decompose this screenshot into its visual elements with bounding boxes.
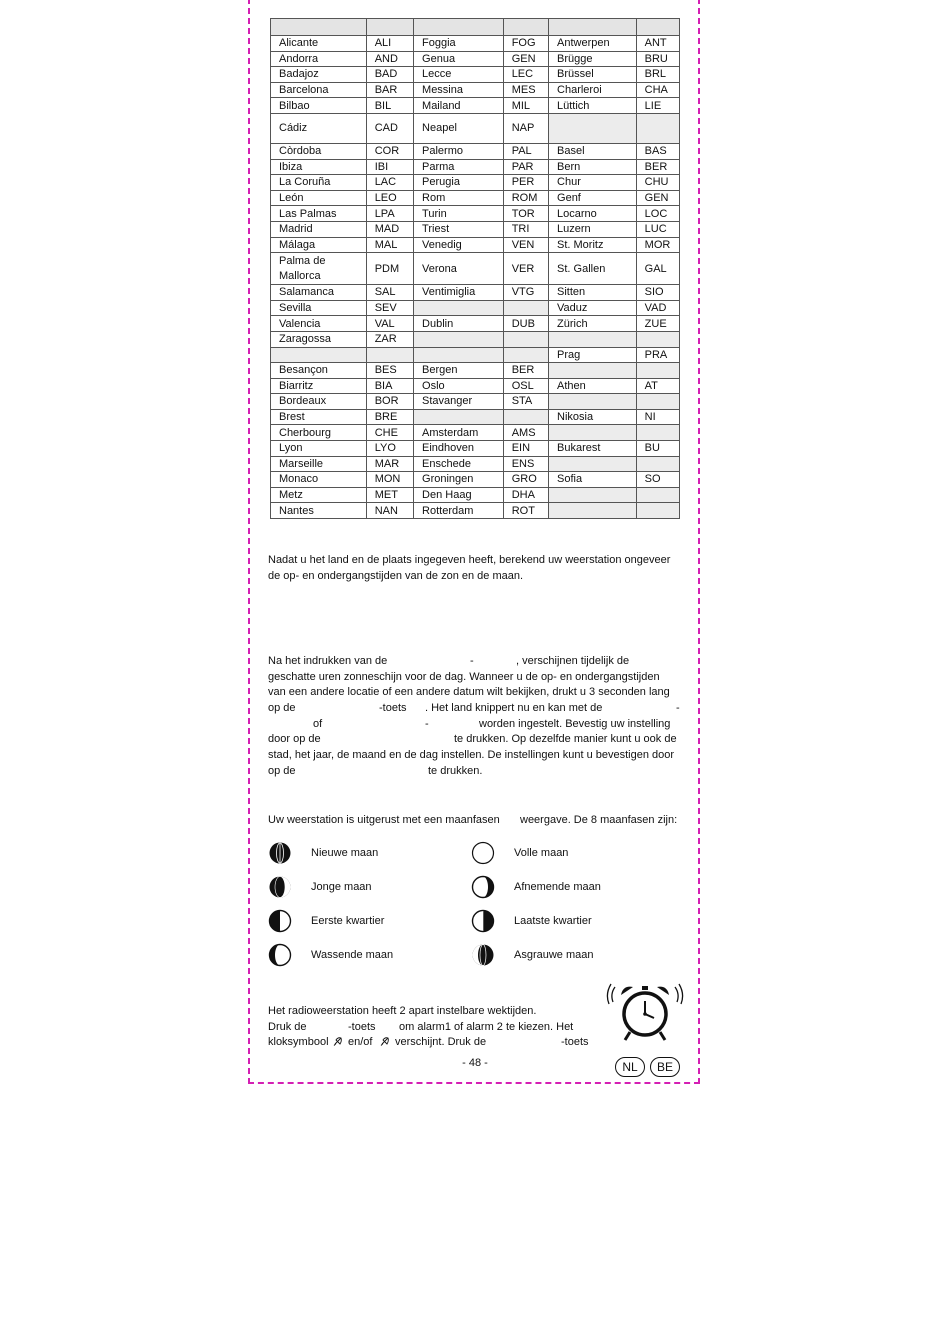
table-cell: Perugia xyxy=(414,175,504,191)
table-cell: VAL xyxy=(366,316,413,332)
table-cell: LEC xyxy=(503,67,548,83)
text-fragment: op de xyxy=(268,764,296,777)
table-cell: ENS xyxy=(503,456,548,472)
paragraph-alarm xyxy=(268,1004,608,1051)
table-cell: CHE xyxy=(366,425,413,441)
table-cell xyxy=(503,331,548,347)
table-cell: Locarno xyxy=(549,206,637,222)
table-cell: MOR xyxy=(636,237,679,253)
table-cell: BES xyxy=(366,363,413,379)
table-cell: Eindhoven xyxy=(414,441,504,457)
table-row xyxy=(271,190,680,206)
table-cell: Mailand xyxy=(414,98,504,114)
table-cell xyxy=(414,300,504,316)
table-row xyxy=(271,331,680,347)
table-cell: Antwerpen xyxy=(549,36,637,52)
table-row xyxy=(271,503,680,519)
table-cell: EIN xyxy=(503,441,548,457)
table-cell: Brest xyxy=(271,409,367,425)
paragraph-moonphase-intro xyxy=(268,813,682,829)
table-cell: Metz xyxy=(271,487,367,503)
table-cell: LOC xyxy=(636,206,679,222)
table-row xyxy=(271,113,680,143)
text-fragment: weergave. De 8 maanfasen zijn: xyxy=(520,814,678,826)
table-cell: SEV xyxy=(366,300,413,316)
table-cell: MET xyxy=(366,487,413,503)
table-row xyxy=(271,394,680,410)
table-cell: Athen xyxy=(549,378,637,394)
table-cell xyxy=(414,409,504,425)
text-fragment: Uw weerstation is uitgerust met een maanfasen xyxy=(268,814,500,826)
table-cell: Brügge xyxy=(549,51,637,67)
table-cell: Dublin xyxy=(414,316,504,332)
table-row xyxy=(271,285,680,301)
table-cell: PRA xyxy=(636,347,679,363)
table-cell: TRI xyxy=(503,221,548,237)
table-cell xyxy=(636,363,679,379)
text-fragment: -toets xyxy=(561,1036,589,1049)
text-fragment: of xyxy=(313,717,323,730)
table-cell: Neapel xyxy=(414,113,504,143)
table-cell: MES xyxy=(503,82,548,98)
moon-last-quarter-icon xyxy=(471,909,495,933)
table-cell: NAN xyxy=(366,503,413,519)
table-cell: MIL xyxy=(503,98,548,114)
table-header-row xyxy=(271,19,680,36)
table-row xyxy=(271,237,680,253)
moon-waxing-gibbous-icon xyxy=(268,943,292,967)
table-cell: PER xyxy=(503,175,548,191)
table-cell: Las Palmas xyxy=(271,206,367,222)
table-cell: Bergen xyxy=(414,363,504,379)
table-cell xyxy=(636,503,679,519)
paragraph-sun-moon-calc xyxy=(268,553,670,584)
table-cell: Verona xyxy=(414,253,504,285)
table-cell: CHA xyxy=(636,82,679,98)
table-cell xyxy=(549,113,637,143)
table-cell: Chur xyxy=(549,175,637,191)
table-cell: Bilbao xyxy=(271,98,367,114)
table-cell xyxy=(549,331,637,347)
table-cell xyxy=(503,300,548,316)
table-cell: CAD xyxy=(366,113,413,143)
paragraph-line: van een andere locatie of een andere datum wilt bekijken, drukt u 3 seconden lang xyxy=(268,686,670,699)
table-cell: Palma de Mallorca xyxy=(271,253,367,285)
moon-phase-laatste xyxy=(471,909,592,933)
moon-phase-nieuwe xyxy=(268,841,378,865)
table-row xyxy=(271,221,680,237)
table-cell: PAL xyxy=(503,143,548,159)
table-cell: Turin xyxy=(414,206,504,222)
table-cell: BRU xyxy=(636,51,679,67)
table-cell: Rotterdam xyxy=(414,503,504,519)
table-row xyxy=(271,378,680,394)
moon-phase-label: Asgrauwe maan xyxy=(514,949,594,961)
table-cell: PAR xyxy=(503,159,548,175)
table-cell xyxy=(414,347,504,363)
table-cell: Andorra xyxy=(271,51,367,67)
table-cell: COR xyxy=(366,143,413,159)
table-row xyxy=(271,441,680,457)
text-fragment: worden ingestelt. Bevestig uw instelling xyxy=(479,717,671,730)
table-cell: Sevilla xyxy=(271,300,367,316)
table-cell: BOR xyxy=(366,394,413,410)
table-cell xyxy=(549,394,637,410)
table-cell: Stavanger xyxy=(414,394,504,410)
table-cell: Besançon xyxy=(271,363,367,379)
moon-phase-label: Afnemende maan xyxy=(514,881,601,893)
table-cell: BIL xyxy=(366,98,413,114)
table-cell: DHA xyxy=(503,487,548,503)
table-cell: VER xyxy=(503,253,548,285)
table-cell: Bukarest xyxy=(549,441,637,457)
table-cell: SO xyxy=(636,472,679,488)
table-cell: ROM xyxy=(503,190,548,206)
table-cell: Monaco xyxy=(271,472,367,488)
table-cell: GAL xyxy=(636,253,679,285)
table-cell: Lecce xyxy=(414,67,504,83)
text-fragment: -toets xyxy=(379,702,407,715)
table-cell xyxy=(549,456,637,472)
table-row xyxy=(271,300,680,316)
table-cell: Luzern xyxy=(549,221,637,237)
page-number: - 48 - xyxy=(462,1057,488,1069)
table-cell: LEO xyxy=(366,190,413,206)
text-fragment: verschijnt. Druk de xyxy=(395,1036,487,1049)
table-cell: ROT xyxy=(503,503,548,519)
table-cell xyxy=(549,487,637,503)
table-cell: LIE xyxy=(636,98,679,114)
table-cell: VAD xyxy=(636,300,679,316)
table-cell: Genf xyxy=(549,190,637,206)
table-row xyxy=(271,67,680,83)
paragraph-line: Het radioweerstation heeft 2 apart instelbare wektijden. xyxy=(268,1005,537,1017)
table-cell: Valencia xyxy=(271,316,367,332)
paragraph-line: de op- en ondergangstijden van de zon en de maan. xyxy=(268,569,524,582)
moon-phase-wassende xyxy=(268,943,393,967)
table-row xyxy=(271,143,680,159)
table-cell: LYO xyxy=(366,441,413,457)
table-cell: NAP xyxy=(503,113,548,143)
table-cell: St. Moritz xyxy=(549,237,637,253)
paragraph-line: geschatte uren zonneschijn voor de dag. Wanneer u de op- en ondergangstijden xyxy=(268,670,660,683)
table-row xyxy=(271,36,680,52)
text-fragment: . Het land knippert nu en kan met de xyxy=(425,702,603,715)
text-fragment: Druk de xyxy=(268,1020,307,1033)
table-row xyxy=(271,347,680,363)
moon-first-quarter-icon xyxy=(268,909,292,933)
table-cell: TOR xyxy=(503,206,548,222)
table-cell xyxy=(549,363,637,379)
moon-phase-volle xyxy=(471,841,568,865)
table-row xyxy=(271,98,680,114)
table-cell: Parma xyxy=(414,159,504,175)
table-header-cell xyxy=(414,19,504,36)
table-header-cell xyxy=(503,19,548,36)
table-row xyxy=(271,206,680,222)
table-header-cell xyxy=(549,19,637,36)
table-cell: AMS xyxy=(503,425,548,441)
table-cell: MAR xyxy=(366,456,413,472)
text-fragment: en/of xyxy=(348,1036,373,1049)
table-cell xyxy=(636,487,679,503)
moon-full-icon xyxy=(471,841,495,865)
table-cell: GRO xyxy=(503,472,548,488)
table-cell: LAC xyxy=(366,175,413,191)
table-cell: Cherbourg xyxy=(271,425,367,441)
table-row xyxy=(271,175,680,191)
table-cell: FOG xyxy=(503,36,548,52)
table-row xyxy=(271,472,680,488)
text-fragment: te drukken. xyxy=(428,764,483,777)
text-fragment: Na het indrukken van de xyxy=(268,655,388,667)
table-header-cell xyxy=(366,19,413,36)
table-cell: Oslo xyxy=(414,378,504,394)
table-cell: Triest xyxy=(414,221,504,237)
table-cell xyxy=(636,394,679,410)
table-cell: Badajoz xyxy=(271,67,367,83)
moon-phase-label: Eerste kwartier xyxy=(311,915,385,927)
table-cell: Sitten xyxy=(549,285,637,301)
table-cell: Rom xyxy=(414,190,504,206)
table-cell xyxy=(503,409,548,425)
text-fragment: te drukken. Op dezelfde manier kunt u ook de xyxy=(454,733,677,746)
text-fragment: , verschijnen tijdelijk de xyxy=(516,655,630,667)
table-cell: Còrdoba xyxy=(271,143,367,159)
table-cell: BU xyxy=(636,441,679,457)
text-fragment: op de xyxy=(268,702,296,715)
table-cell: Biarritz xyxy=(271,378,367,394)
table-cell: Groningen xyxy=(414,472,504,488)
moon-waning-gibbous-icon xyxy=(471,875,495,899)
moon-phase-label: Jonge maan xyxy=(311,881,372,893)
table-row xyxy=(271,82,680,98)
table-cell: LPA xyxy=(366,206,413,222)
table-cell: DUB xyxy=(503,316,548,332)
table-cell: Zaragossa xyxy=(271,331,367,347)
text-fragment: - xyxy=(470,655,474,667)
paragraph-sunshine-hours xyxy=(268,654,682,780)
table-row xyxy=(271,363,680,379)
table-cell: Alicante xyxy=(271,36,367,52)
language-badge-be: BE xyxy=(650,1057,680,1077)
city-code-table xyxy=(270,18,680,519)
table-cell xyxy=(414,331,504,347)
table-cell xyxy=(636,425,679,441)
text-fragment: -toets xyxy=(348,1020,376,1033)
table-cell: Zürich xyxy=(549,316,637,332)
table-cell: Salamanca xyxy=(271,285,367,301)
table-row xyxy=(271,487,680,503)
moon-phase-label: Wassende maan xyxy=(311,949,394,961)
table-cell: BAD xyxy=(366,67,413,83)
table-cell: Den Haag xyxy=(414,487,504,503)
table-cell: OSL xyxy=(503,378,548,394)
text-fragment: - xyxy=(425,717,429,730)
table-cell: Cádiz xyxy=(271,113,367,143)
table-cell: Basel xyxy=(549,143,637,159)
table-cell: Brüssel xyxy=(549,67,637,83)
table-cell: Bern xyxy=(549,159,637,175)
table-cell: BAS xyxy=(636,143,679,159)
table-header-cell xyxy=(271,19,367,36)
table-cell xyxy=(636,456,679,472)
table-cell: ZAR xyxy=(366,331,413,347)
table-cell: Madrid xyxy=(271,221,367,237)
table-cell xyxy=(366,347,413,363)
table-cell: AT xyxy=(636,378,679,394)
bell-icon xyxy=(380,1036,391,1047)
table-cell: ZUE xyxy=(636,316,679,332)
table-cell: Messina xyxy=(414,82,504,98)
table-cell: AND xyxy=(366,51,413,67)
table-cell: BAR xyxy=(366,82,413,98)
table-cell xyxy=(271,347,367,363)
table-cell: GEN xyxy=(503,51,548,67)
table-cell: MAD xyxy=(366,221,413,237)
table-cell: Nikosia xyxy=(549,409,637,425)
table-cell: PDM xyxy=(366,253,413,285)
table-cell: BRL xyxy=(636,67,679,83)
table-cell: Prag xyxy=(549,347,637,363)
table-cell: NI xyxy=(636,409,679,425)
table-cell: Marseille xyxy=(271,456,367,472)
table-cell: MAL xyxy=(366,237,413,253)
moon-phase-eerste xyxy=(268,909,384,933)
moon-new-icon xyxy=(268,841,292,865)
table-cell: BIA xyxy=(366,378,413,394)
table-row xyxy=(271,409,680,425)
table-row xyxy=(271,425,680,441)
table-cell: Genua xyxy=(414,51,504,67)
table-cell: Vaduz xyxy=(549,300,637,316)
table-cell: Amsterdam xyxy=(414,425,504,441)
table-cell xyxy=(636,331,679,347)
table-cell: Lüttich xyxy=(549,98,637,114)
table-cell: CHU xyxy=(636,175,679,191)
table-header-cell xyxy=(636,19,679,36)
table-cell: BRE xyxy=(366,409,413,425)
table-cell: BER xyxy=(636,159,679,175)
moon-phase-jonge xyxy=(268,875,372,899)
moon-waning-crescent-icon xyxy=(471,943,495,967)
table-cell: LUC xyxy=(636,221,679,237)
table-cell: Enschede xyxy=(414,456,504,472)
table-cell: Foggia xyxy=(414,36,504,52)
table-cell: Lyon xyxy=(271,441,367,457)
table-row xyxy=(271,159,680,175)
text-fragment: om alarm1 of alarm 2 te kiezen. Het xyxy=(399,1020,574,1033)
table-cell: Charleroi xyxy=(549,82,637,98)
moon-phase-label: Laatste kwartier xyxy=(514,915,592,927)
table-cell: León xyxy=(271,190,367,206)
table-row xyxy=(271,51,680,67)
table-cell: GEN xyxy=(636,190,679,206)
moon-waxing-crescent-icon xyxy=(268,875,292,899)
text-fragment: - xyxy=(676,702,680,715)
table-cell: VEN xyxy=(503,237,548,253)
table-cell: ANT xyxy=(636,36,679,52)
table-row xyxy=(271,456,680,472)
table-cell: ALI xyxy=(366,36,413,52)
moon-phase-label: Nieuwe maan xyxy=(311,847,379,859)
table-cell xyxy=(636,113,679,143)
table-cell: IBI xyxy=(366,159,413,175)
table-cell: Nantes xyxy=(271,503,367,519)
table-cell: Palermo xyxy=(414,143,504,159)
table-cell xyxy=(549,503,637,519)
moon-phase-label: Volle maan xyxy=(514,847,569,859)
moon-phase-asgrauwe xyxy=(471,943,594,967)
text-fragment: door op de xyxy=(268,733,321,746)
table-cell: SAL xyxy=(366,285,413,301)
table-cell: MON xyxy=(366,472,413,488)
table-cell: VTG xyxy=(503,285,548,301)
moon-phase-afnemende xyxy=(471,875,601,899)
table-row xyxy=(271,253,680,285)
text-fragment: kloksymbool xyxy=(268,1036,329,1049)
paragraph-line: Nadat u het land en de plaats ingegeven heeft, berekend uw weerstation ongeveer xyxy=(268,554,671,566)
table-cell: Ibiza xyxy=(271,159,367,175)
table-cell: STA xyxy=(503,394,548,410)
table-cell: BER xyxy=(503,363,548,379)
table-row xyxy=(271,316,680,332)
alarm-clock-icon xyxy=(606,982,684,1044)
table-cell xyxy=(503,347,548,363)
bell-icon xyxy=(333,1036,344,1047)
table-cell xyxy=(549,425,637,441)
table-cell: St. Gallen xyxy=(549,253,637,285)
table-cell: Ventimiglia xyxy=(414,285,504,301)
table-cell: Barcelona xyxy=(271,82,367,98)
paragraph-line: stad, het jaar, de maand en de dag instellen. De instellingen kunt u bevestigen door xyxy=(268,749,675,762)
language-badge-nl: NL xyxy=(615,1057,645,1077)
table-cell: Bordeaux xyxy=(271,394,367,410)
table-cell: La Coruña xyxy=(271,175,367,191)
table-cell: Málaga xyxy=(271,237,367,253)
table-cell: SIO xyxy=(636,285,679,301)
table-cell: Venedig xyxy=(414,237,504,253)
table-cell: Sofia xyxy=(549,472,637,488)
